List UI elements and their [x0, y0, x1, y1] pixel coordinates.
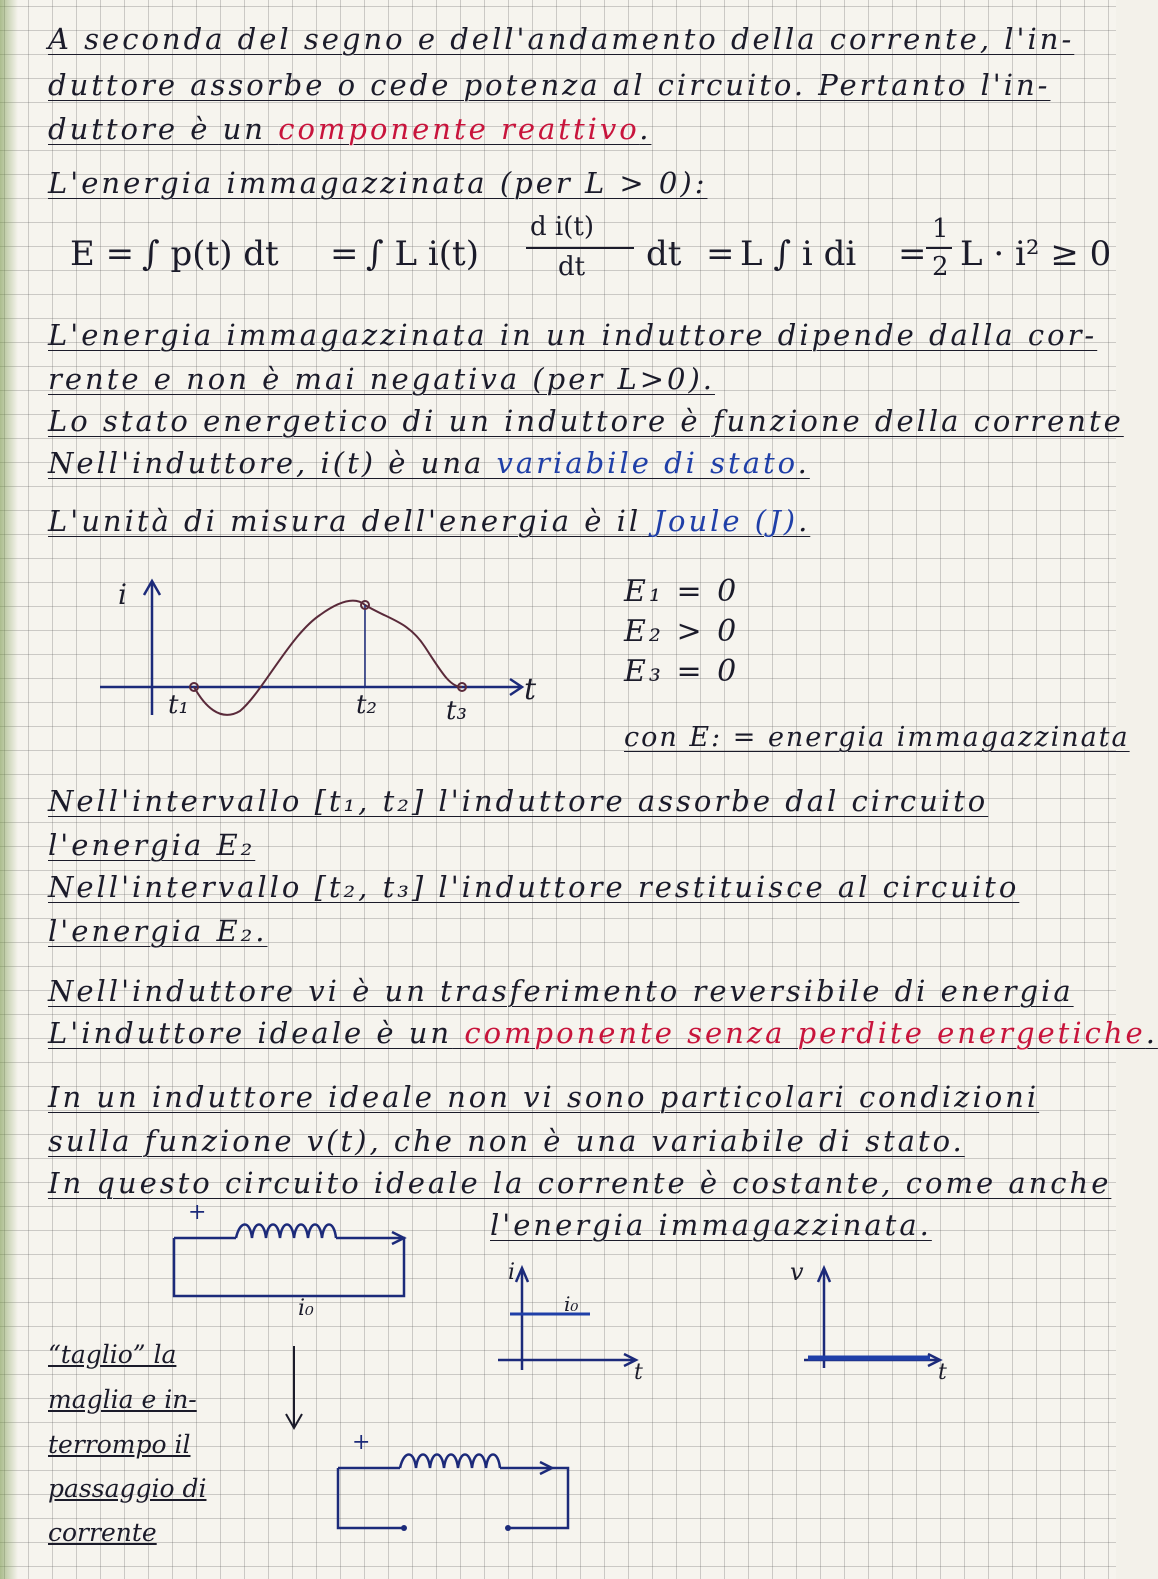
- cut-note-line-3: terrompo il: [48, 1430, 191, 1459]
- text-line-17: sulla funzione v(t), che non è una variabile di stato.: [48, 1124, 965, 1158]
- i-graph-y-label: i: [508, 1260, 516, 1285]
- t1-label: t₁: [168, 690, 189, 720]
- text-line-6: rente e non è mai negativa (per L>0).: [48, 362, 715, 396]
- text-line-10: Nell'intervallo [t₁, t₂] l'induttore assorbe dal circuito: [48, 784, 989, 818]
- text-line-9-start: L'unità di misura dell'energia è il: [48, 504, 642, 538]
- graph-x-label: t: [524, 672, 537, 707]
- text-line-1: A seconda del segno e dell'andamento della corrente, l'in-: [48, 22, 1075, 56]
- down-arrow: [282, 1346, 312, 1436]
- energy-e1: E₁ = 0: [624, 574, 740, 609]
- formula-frac-den: dt: [558, 252, 586, 282]
- cut-note-line-2: maglia e in-: [48, 1385, 197, 1414]
- text-line-15: [48, 1016, 1158, 1050]
- text-line-13: l'energia E₂.: [48, 914, 268, 948]
- formula-half-den: 2: [932, 252, 949, 282]
- i0-graph-label: i₀: [564, 1292, 579, 1316]
- formula-eq-2: =: [706, 234, 735, 274]
- highlight-joule: Joule (J): [653, 504, 799, 538]
- formula-tail: L · i² ≥ 0: [960, 234, 1112, 274]
- v-graph-y-label: v: [790, 1258, 804, 1286]
- text-line-8-end: .: [797, 446, 810, 480]
- circuit-loop-1: [174, 1238, 404, 1296]
- text-line-19: l'energia immagazzinata.: [490, 1208, 932, 1242]
- text-line-14: Nell'induttore vi è un trasferimento reversibile di energia: [48, 974, 1074, 1008]
- text-line-9-end: .: [798, 504, 811, 538]
- text-line-15-start: L'induttore ideale è un: [48, 1016, 453, 1050]
- graph-y-label: i: [118, 578, 127, 611]
- page-edge: [0, 0, 18, 1579]
- energy-formula: [60, 212, 1112, 292]
- formula-e: E =: [70, 234, 135, 274]
- formula-integral-1: ∫ p(t) dt: [142, 234, 279, 274]
- energy-e2: E₂ > 0: [624, 614, 740, 649]
- current-i0-label: i₀: [298, 1296, 314, 1321]
- formula-dt: dt: [646, 234, 682, 274]
- voltage-graph: [800, 1262, 950, 1372]
- text-line-8-start: Nell'induttore, i(t) è una: [48, 446, 485, 480]
- closed-circuit: [170, 1212, 420, 1312]
- current-constant-graph: [494, 1262, 644, 1372]
- current-graph: [90, 575, 560, 735]
- text-line-12: Nell'intervallo [t₂, t₃] l'induttore restituisce al circuito: [48, 870, 1020, 904]
- text-line-9: [48, 504, 810, 538]
- text-line-2: duttore assorbe o cede potenza al circuito. Pertanto l'in-: [48, 68, 1051, 102]
- text-line-18: In questo circuito ideale la corrente è costante, come anche: [48, 1166, 1112, 1200]
- t3-label: t₃: [446, 696, 467, 726]
- current-curve: [194, 601, 462, 715]
- text-line-8: [48, 446, 810, 480]
- cut-note-line-5: corrente: [48, 1518, 157, 1547]
- text-line-11: l'energia E₂: [48, 828, 256, 862]
- highlight-reactive-component: componente reattivo: [278, 112, 640, 146]
- text-line-3-start: duttore è un: [48, 112, 266, 146]
- highlight-state-variable: variabile di stato: [496, 446, 798, 480]
- formula-eq-3: =: [898, 234, 927, 274]
- plus-sign-1: +: [188, 1200, 207, 1225]
- text-line-16: In un induttore ideale non vi sono particolari condizioni: [48, 1080, 1040, 1114]
- text-line-3-end: .: [639, 112, 652, 146]
- half-bar: [926, 246, 954, 250]
- cut-note-line-1: “taglio” la: [48, 1340, 177, 1369]
- cut-note-line-4: passaggio di: [48, 1474, 207, 1503]
- energy-legend: con E: = energia immagazzinata: [624, 722, 1130, 753]
- formula-half-num: 1: [932, 214, 949, 244]
- highlight-lossless-component: componente senza perdite energetiche: [464, 1016, 1146, 1050]
- text-line-7: Lo stato energetico di un induttore è funzione della corrente: [48, 404, 1124, 438]
- inductor-coil-2: [400, 1455, 500, 1469]
- t2-label: t₂: [356, 690, 377, 720]
- open-circuit: [334, 1440, 584, 1540]
- formula-integral-2: ∫ L i(t): [366, 234, 479, 274]
- text-line-3: [48, 112, 651, 146]
- text-line-15-end: .: [1145, 1016, 1158, 1050]
- plus-sign-2: +: [352, 1430, 371, 1455]
- v-graph-x-label: t: [938, 1360, 947, 1385]
- text-line-4: L'energia immagazzinata (per L > 0):: [48, 166, 708, 200]
- inductor-coil-1: [236, 1225, 336, 1239]
- circuit-branch-left: [338, 1468, 402, 1528]
- circuit-branch-right: [500, 1468, 568, 1528]
- i-graph-x-label: t: [634, 1360, 643, 1385]
- fraction-bar: [526, 246, 636, 250]
- formula-integral-3: L ∫ i di: [740, 234, 857, 274]
- formula-frac-num: d i(t): [530, 212, 594, 242]
- text-line-5: L'energia immagazzinata in un induttore dipende dalla cor-: [48, 318, 1098, 352]
- energy-e3: E₃ = 0: [624, 654, 740, 689]
- formula-eq-1: =: [330, 234, 359, 274]
